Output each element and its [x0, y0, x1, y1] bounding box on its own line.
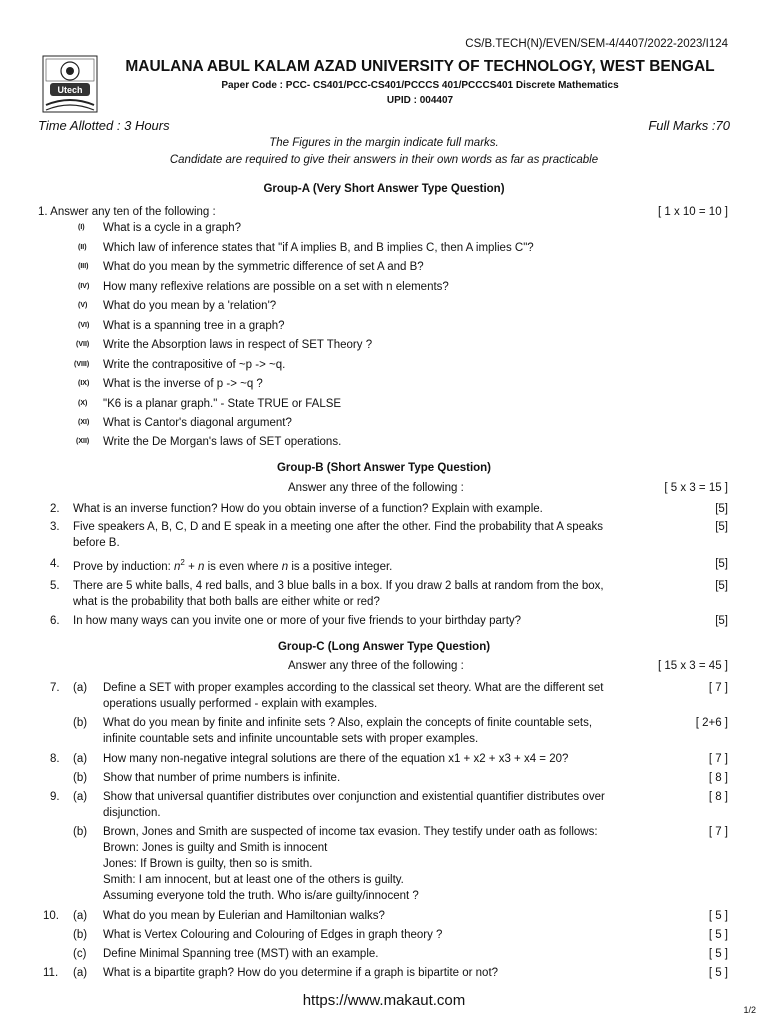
question-text: Smith: I am innocent, but at least one of the others is guilty.	[103, 874, 404, 886]
question-text: what is the probability that both balls are either white or red?	[73, 596, 380, 608]
question-text: How many non-negative integral solutions are there of the equation x1 + x2 + x3 + x4 = 20?	[103, 753, 569, 765]
question-number: 10.	[43, 910, 59, 922]
question-marks: [5]	[715, 521, 728, 533]
group-b-instruction: Answer any three of the following :	[288, 482, 464, 494]
question-1-marks: [ 1 x 10 = 10 ]	[657, 206, 728, 218]
q1-item-number: (V)	[78, 302, 88, 309]
question-marks: [ 2+6 ]	[695, 717, 728, 729]
question-marks: [5]	[715, 615, 728, 627]
question-text: Brown, Jones and Smith are suspected of income tax evasion. They testify under oath as follows:	[103, 826, 598, 838]
part-label: (a)	[73, 682, 88, 694]
paper-code: Paper Code : PCC- CS401/PCC-CS401/PCCCS 401/PCCCS401 Discrete Mathematics	[221, 80, 619, 91]
exam-code: CS/B.TECH(N)/EVEN/SEM-4/4407/2022-2023/I124	[465, 38, 728, 50]
math-var: n	[197, 560, 205, 573]
text-part: is even where	[204, 560, 282, 573]
text-part: Prove by induction:	[73, 560, 175, 573]
group-c-marks: [ 15 x 3 = 45 ]	[657, 660, 728, 672]
question-text: Assuming everyone told the truth. Who is/are guilty/innocent ?	[103, 890, 419, 902]
q1-item-number: (X)	[78, 400, 88, 407]
q1-item-number: (III)	[78, 263, 89, 270]
q1-item-number: (XII)	[76, 438, 90, 445]
part-label: (a)	[73, 753, 88, 765]
question-marks: [ 5 ]	[708, 967, 728, 979]
q1-item-number: (IV)	[78, 283, 90, 290]
q1-item-text: What is a spanning tree in a graph?	[103, 320, 285, 332]
page-number: 1/2	[743, 1005, 756, 1015]
question-marks: [ 8 ]	[708, 772, 728, 784]
q1-item-text: What is a cycle in a graph?	[103, 222, 242, 234]
q1-item-number: (VII)	[76, 341, 90, 348]
question-number: 11.	[43, 967, 59, 979]
question-text: Show that number of prime numbers is infinite.	[103, 772, 341, 784]
instruction-line-2: Candidate are required to give their answers in their own words as far as practicable	[169, 154, 599, 166]
question-text: What is a bipartite graph? How do you determine if a graph is bipartite or not?	[103, 967, 499, 979]
question-marks: [ 5 ]	[708, 910, 728, 922]
q1-item-number: (II)	[78, 244, 87, 251]
q1-item-text: What is the inverse of p -> ~q ?	[103, 378, 263, 390]
question-text: Brown: Jones is guilty and Smith is innocent	[103, 842, 328, 854]
q1-item-number: (IX)	[78, 380, 90, 387]
q1-item-text: What do you mean by the symmetric difference of set A and B?	[103, 261, 424, 273]
question-number: 2.	[50, 503, 60, 515]
upid: UPID : 004407	[386, 95, 454, 106]
question-marks: [5]	[715, 558, 728, 570]
question-marks: [ 8 ]	[708, 791, 728, 803]
question-number: 4.	[50, 558, 60, 570]
instruction-line-1: The Figures in the margin indicate full marks.	[269, 137, 499, 149]
question-text: Jones: If Brown is guilty, then so is smith.	[103, 858, 313, 870]
part-label: (b)	[73, 929, 88, 941]
question-text: Five speakers A, B, C, D and E speak in a meeting one after the other. Find the probability that A speaks	[73, 521, 603, 533]
part-label: (b)	[73, 826, 88, 838]
question-text: Show that universal quantifier distributes over conjunction and existential quantifier distributes over	[103, 791, 605, 803]
group-c-title: Group-C (Long Answer Type Question)	[277, 641, 491, 653]
question-number: 9.	[50, 791, 60, 803]
q1-item-text: What do you mean by a 'relation'?	[103, 300, 277, 312]
question-number: 7.	[50, 682, 60, 694]
question-text: disjunction.	[103, 807, 161, 819]
part-label: (b)	[73, 717, 88, 729]
question-text: What do you mean by Eulerian and Hamiltonian walks?	[103, 910, 385, 922]
q1-item-text: How many reflexive relations are possible on a set with n elements?	[103, 281, 449, 293]
university-name: MAULANA ABUL KALAM AZAD UNIVERSITY OF TECHNOLOGY, WEST BENGAL	[125, 58, 715, 75]
question-text: What do you mean by finite and infinite sets ? Also, explain the concepts of finite countable sets,	[103, 717, 593, 729]
group-b-marks: [ 5 x 3 = 15 ]	[664, 482, 728, 494]
q1-item-text: Write the Absorption laws in respect of SET Theory ?	[103, 339, 373, 351]
full-marks: Full Marks :70	[648, 118, 730, 133]
q1-item-text: Which law of inference states that "if A implies B, and B implies C, then A implies C"?	[103, 242, 534, 254]
group-c-instruction: Answer any three of the following :	[288, 660, 464, 672]
part-label: (a)	[73, 910, 88, 922]
q1-item-text: Write the De Morgan's laws of SET operations.	[103, 436, 342, 448]
q1-item-text: What is Cantor's diagonal argument?	[103, 417, 292, 429]
group-a-title: Group-A (Very Short Answer Type Question)	[263, 183, 505, 195]
text-part: is a positive integer.	[288, 560, 393, 573]
question-text: before B.	[73, 537, 120, 549]
question-marks: [ 5 ]	[708, 948, 728, 960]
q1-item-number: (XI)	[78, 419, 90, 426]
time-allotted: Time Allotted : 3 Hours	[38, 118, 170, 133]
question-marks: [ 5 ]	[708, 929, 728, 941]
question-number: 3.	[50, 521, 60, 533]
part-label: (b)	[73, 772, 88, 784]
question-marks: [ 7 ]	[708, 682, 728, 694]
math-exponent: 2	[180, 558, 185, 567]
q1-item-text: Write the contrapositive of ~p -> ~q.	[103, 359, 286, 371]
question-marks: [ 7 ]	[708, 753, 728, 765]
question-1: 1. Answer any ten of the following :	[38, 206, 216, 218]
question-marks: [5]	[715, 580, 728, 592]
question-text: What is Vertex Colouring and Colouring of Edges in graph theory ?	[103, 929, 443, 941]
math-var: n	[174, 560, 181, 573]
part-label: (a)	[73, 967, 88, 979]
question-text: In how many ways can you invite one or more of your five friends to your birthday party?	[73, 615, 522, 627]
group-b-title: Group-B (Short Answer Type Question)	[276, 462, 492, 474]
question-text: operations usually performed - explain with examples.	[103, 698, 378, 710]
q1-item-number: (VI)	[78, 322, 90, 329]
q1-item-number: (I)	[78, 224, 85, 231]
question-text: infinite countable sets and infinite uncountable sets with proper examples.	[103, 733, 479, 745]
question-number: 6.	[50, 615, 60, 627]
question-marks: [5]	[715, 503, 728, 515]
question-number: 8.	[50, 753, 60, 765]
question-number: 5.	[50, 580, 60, 592]
logo-text: Utech	[57, 85, 83, 95]
q1-item-text: "K6 is a planar graph." - State TRUE or FALSE	[103, 398, 342, 410]
question-text: Define a SET with proper examples according to the classical set theory. What are the different set	[103, 682, 604, 694]
math-var: n	[281, 560, 289, 573]
question-text: There are 5 white balls, 4 red balls, and 3 blue balls in a box. If you draw 2 balls at random from the box,	[73, 580, 604, 592]
q1-item-number: (VIII)	[74, 361, 90, 368]
question-text: Define Minimal Spanning tree (MST) with an example.	[103, 948, 379, 960]
part-label: (c)	[73, 948, 87, 960]
question-text	[73, 558, 392, 573]
question-text: What is an inverse function? How do you obtain inverse of a function? Explain with example.	[73, 503, 543, 515]
part-label: (a)	[73, 791, 88, 803]
footer-url[interactable]: https://www.makaut.com	[302, 992, 466, 1009]
question-marks: [ 7 ]	[708, 826, 728, 838]
text-part: +	[184, 560, 198, 573]
